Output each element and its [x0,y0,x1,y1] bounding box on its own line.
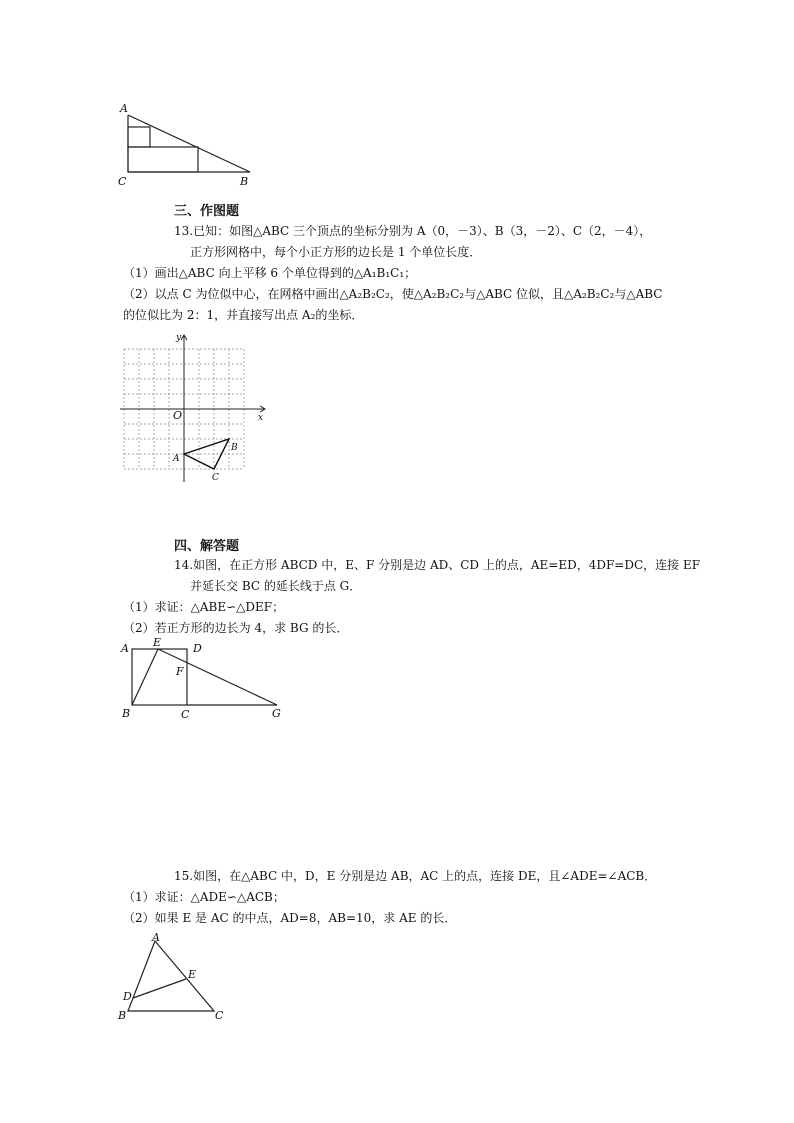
q12-label-b: B [240,175,249,188]
q13-axis-y: y [176,333,182,343]
q14-label-d: D [193,642,202,655]
q15-part2: （2）如果 E 是 AC 的中点，AD=8，AB=10，求 AE 的长． [123,911,457,925]
q12-label-a: A [120,102,128,115]
q14-label-b: B [122,707,131,720]
q13-axis-x: x [258,413,264,423]
q14-figure [115,638,290,723]
q15-label-a: A [152,931,160,944]
q15-line1: 15.如图，在△ABC 中，D，E 分别是边 AB，AC 上的点，连接 DE，且∠ADE=∠ACB． [174,869,657,883]
q13-part1: （1）画出△ABC 向上平移 6 个单位得到的△A₁B₁C₁； [123,266,417,280]
q13-part2a: （2）以点 C 为位似中心，在网格中画出△A₂B₂C₂，使△A₂B₂C₂与△ABC 位似，且△A₂B₂C₂与△ABC [123,287,663,301]
q13-grid-figure [116,330,276,490]
q14-label-c: C [181,708,190,721]
q13-label-c: C [212,473,219,483]
q13-part2b: 的位似比为 2：1，并直接写出点 A₂的坐标． [123,308,364,322]
q15-part1: （1）求证：△ADE∽△ACB； [123,890,285,904]
q12-figure [112,100,262,190]
q15-label-b: B [118,1009,127,1022]
q13-line1: 13.已知：如图△ABC 三个顶点的坐标分别为 A（0，－3）、B（3，－2）、C（2，－4）， [174,224,652,238]
section-4-title: 四、解答题 [174,539,240,554]
q15-label-e: E [188,968,197,981]
q15-figure [112,930,237,1025]
q14-part2: （2）若正方形的边长为 4，求 BG 的长． [123,621,349,635]
q13-label-a: A [173,454,180,464]
q14-line1: 14.如图，在正方形 ABCD 中，E、F 分别是边 AD、CD 上的点，AE=ED，4DF=DC，连接 EF [174,558,701,572]
q15-label-c: C [215,1009,224,1022]
q14-label-g: G [272,707,281,720]
q13-line2: 正方形网格中，每个小正方形的边长是 1 个单位长度． [190,245,482,259]
q14-label-f: F [176,665,184,678]
q15-label-d: D [123,990,132,1003]
q13-label-b: B [231,443,238,453]
q14-label-a: A [121,642,129,655]
q14-label-e: E [153,638,162,649]
q13-origin: O [173,409,183,422]
q14-part1: （1）求证：△ABE∽△DEF； [123,600,285,614]
q12-label-c: C [118,175,127,188]
section-3-title: 三、作图题 [174,204,240,219]
q14-line2: 并延长交 BC 的延长线于点 G． [190,579,362,593]
